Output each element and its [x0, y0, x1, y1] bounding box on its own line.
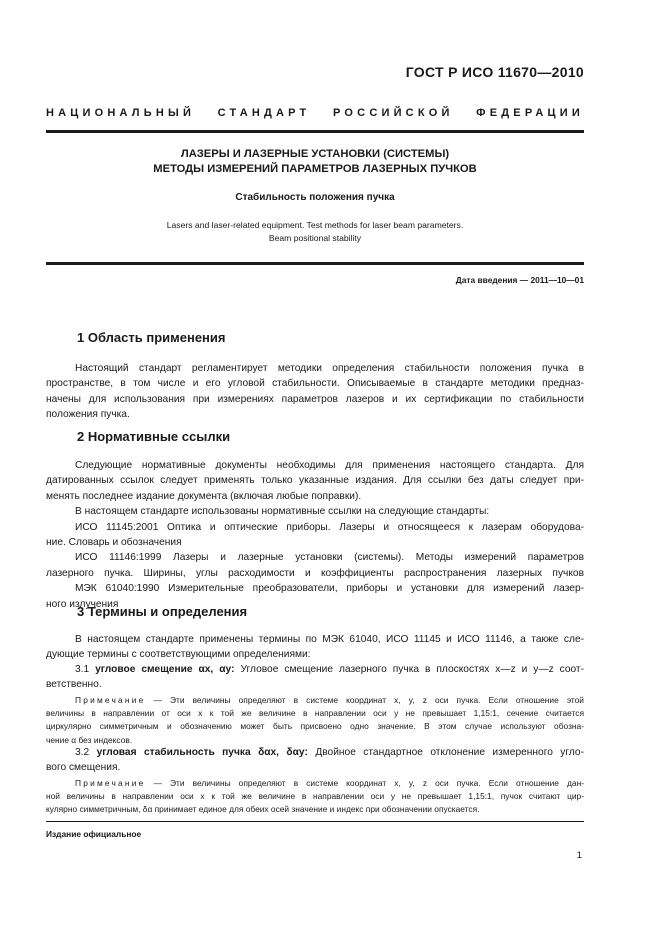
text-line: ветственно. — [46, 679, 102, 691]
note-text: — Эти величины определяют в системе координат x, y, z оси пучка. Если отношение этой — [153, 695, 584, 705]
note-line: величины в направлении от оси x к той же величине в направлении оси y не превышает 1,15:1, сечение считается — [46, 708, 584, 719]
header-rule — [46, 130, 584, 133]
note-line: ной величины в направлении оси x к той же величине в направлении оси y не превышает 1,15:1, пучок считают цир- — [46, 791, 584, 802]
term-definition: Угловое смещение лазерного пучка в плоскостях x—z и y—z соот- — [240, 664, 584, 675]
reference-iso-11145: ИСО 11145:2001 Оптика и оптические приборы. Лазеры и относящееся к лазерам оборудова- — [75, 521, 584, 533]
text-line: менять последнее издание документа (включая любые поправки). — [46, 490, 362, 502]
text-line: датированных ссылок следует применять только указанные издания. Для ссылки без даты следует при- — [46, 475, 584, 487]
section-2-heading: 2 Нормативные ссылки — [77, 429, 231, 444]
introduction-date: Дата введения — 2011—10—01 — [455, 275, 584, 285]
term-name: угловая стабильность пучка δαx, δαy: — [96, 747, 308, 758]
note-label: Примечание — [75, 778, 146, 788]
document-code: ГОСТ Р ИСО 11670—2010 — [405, 64, 584, 80]
section-3-intro — [46, 632, 584, 663]
text-line: положения пучка. — [46, 409, 130, 421]
note-2 — [46, 777, 584, 817]
english-title-line-1: Lasers and laser-related equipment. Test methods for laser beam parameters. — [166, 220, 464, 230]
text-line: дующие термины с соответствующими определениями: — [46, 649, 311, 661]
title-rule — [46, 262, 584, 265]
edition-label: Издание официальное — [46, 829, 142, 839]
text-line: вого смещения. — [46, 762, 121, 774]
text-line: В настоящем стандарте применены термины по МЭК 61040, ИСО 11145 и ИСО 11146, а также сле- — [75, 634, 584, 645]
text-line: пространстве, в том числе и его угловой стабильности. Описываемые в стандарте методики предназ- — [46, 378, 584, 390]
term-3-1 — [46, 662, 584, 693]
note-line: кулярно симметричным, δα принимает единое для обеих осей значение и индекс при обозначении опускается. — [46, 804, 480, 815]
note-text: — Эти величины определяют в системе координат x, y, z оси пучка. Если отношение дан- — [153, 778, 584, 788]
note-line: циркулярно симметричным и обозначению может быть присвоено одно значение. В этом случае используют обозна- — [46, 721, 584, 732]
text-line: Настоящий стандарт регламентирует методики определения стабильности положения пучка в — [75, 363, 584, 374]
text-line: ние. Словарь и обозначения — [46, 536, 182, 548]
reference-iec-61040: МЭК 61040:1990 Измерительные преобразователи, приборы и установки для измерений лазер- — [75, 583, 584, 595]
page-number: 1 — [576, 850, 582, 861]
title-line-1: ЛАЗЕРЫ И ЛАЗЕРНЫЕ УСТАНОВКИ (СИСТЕМЫ) — [180, 148, 450, 160]
note-label: Примечание — [75, 695, 146, 705]
term-3-2 — [46, 745, 584, 776]
term-number: 3.2 — [75, 747, 90, 758]
note-line: чение α без индексов. — [46, 734, 133, 745]
text-line: лазерного пучка. Ширины, углы расходимости и коэффициенты распространения лазерных пучков — [46, 567, 584, 579]
reference-iso-11146: ИСО 11146:1999 Лазеры и лазерные установки (системы). Методы измерений параметров — [75, 552, 584, 564]
section-1-body — [46, 361, 584, 423]
text-line: начены для использования при измерениях параметров лазеров и их сертификации по стабильности — [46, 393, 584, 405]
footer-rule — [46, 821, 584, 822]
subtitle: Стабильность положения пучка — [235, 192, 395, 203]
text-line: В настоящем стандарте использованы нормативные ссылки на следующие стандарты: — [75, 506, 490, 518]
term-definition: Двойное стандартное отклонение измеренного угло- — [315, 747, 584, 758]
text-line: Следующие нормативные документы необходимы для применения настоящего стандарта. Для — [75, 460, 584, 471]
term-name: угловое смещение αx, αy: — [95, 664, 235, 675]
section-2-body — [46, 458, 584, 612]
note-1 — [46, 694, 584, 747]
section-1-heading: 1 Область применения — [77, 330, 226, 345]
term-number: 3.1 — [75, 664, 90, 675]
title-line-2: МЕТОДЫ ИЗМЕРЕНИЙ ПАРАМЕТРОВ ЛАЗЕРНЫХ ПУЧКОВ — [153, 163, 477, 175]
text-line: ного излучения — [46, 598, 119, 610]
national-standard-banner: НАЦИОНАЛЬНЫЙ СТАНДАРТ РОССИЙСКОЙ ФЕДЕРАЦИИ — [46, 107, 584, 119]
english-title-line-2: Beam positional stability — [268, 233, 362, 243]
section-3-heading: 3 Термины и определения — [77, 604, 248, 619]
